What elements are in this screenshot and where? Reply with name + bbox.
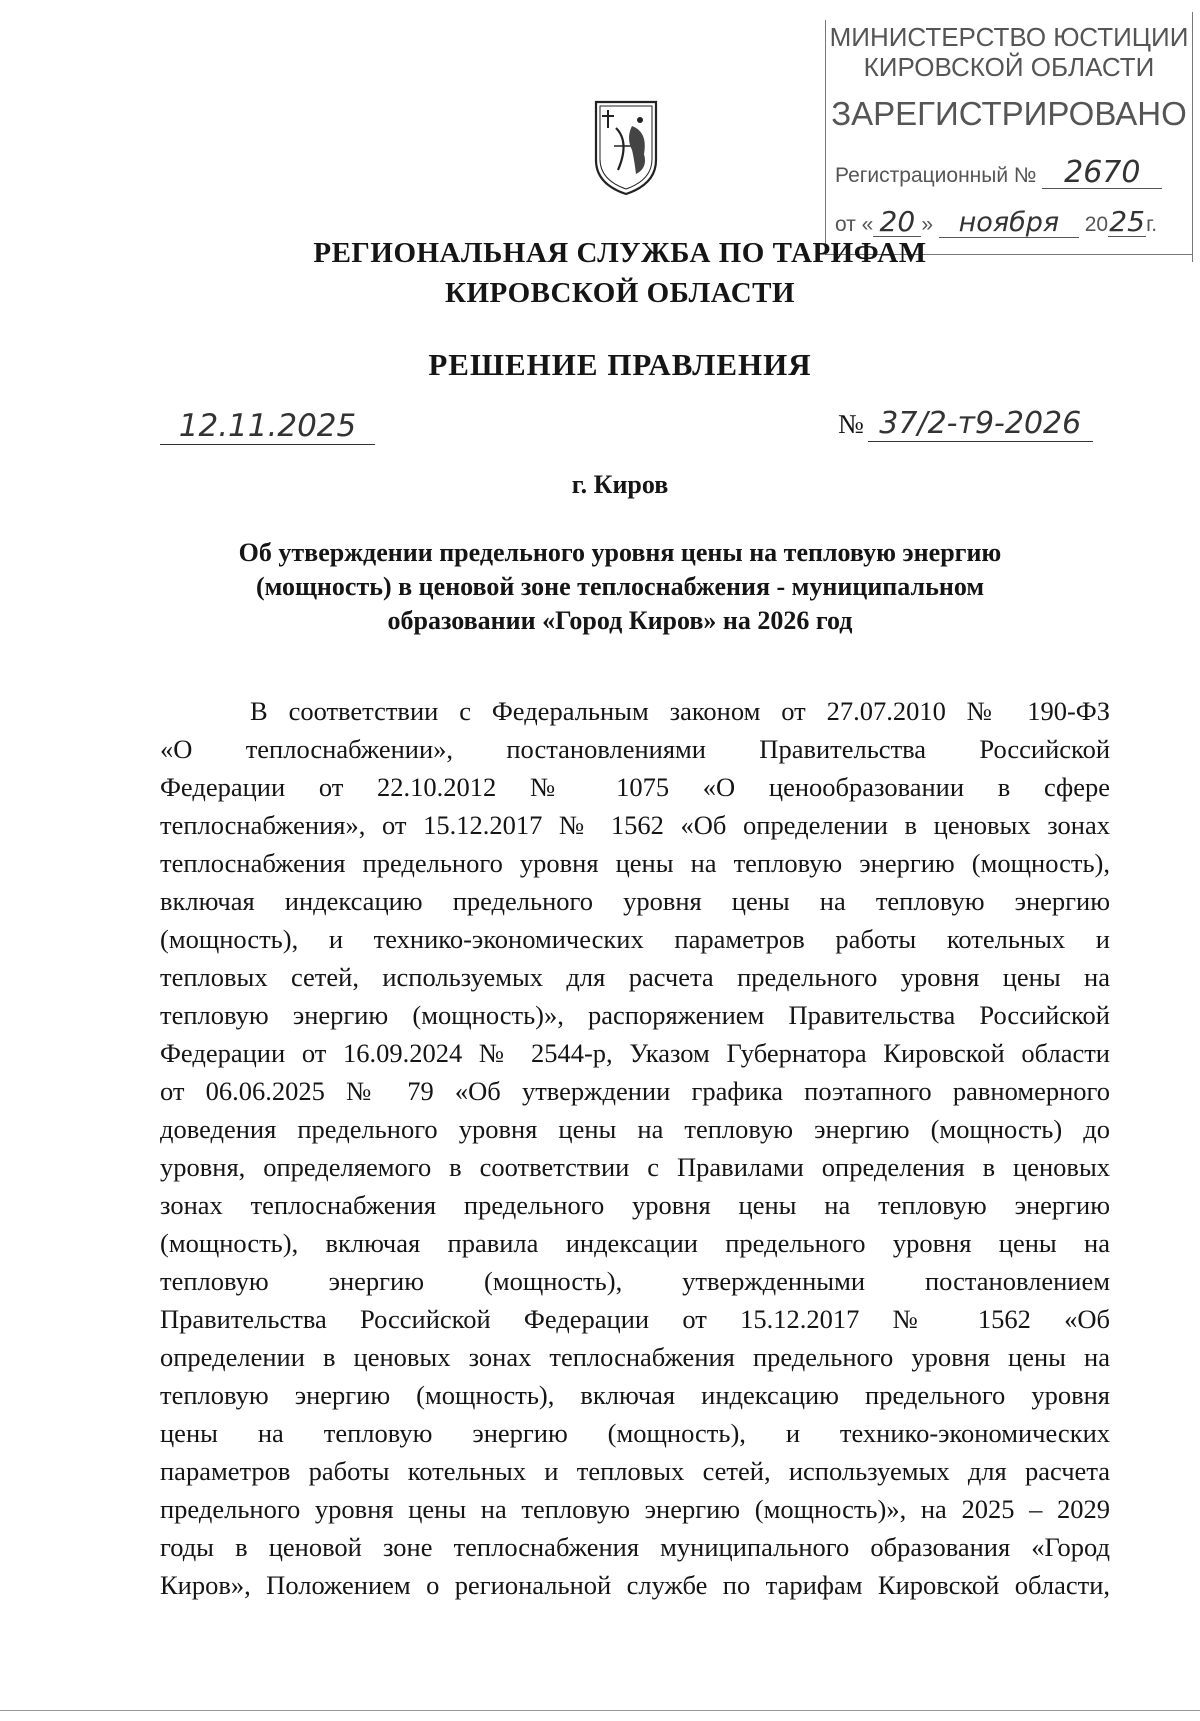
- body-text-line: годы в ценовой зоне теплоснабжения муниципального образования «Город: [160, 1532, 1110, 1562]
- body-text-line: тепловую энергию (мощность), утвержденными постановлением: [160, 1266, 1110, 1296]
- body-text-line: тепловую энергию (мощность), включая индексацию предельного уровня: [160, 1380, 1110, 1410]
- body-text-line: «О теплоснабжении», постановлениями Правительства Российской: [160, 734, 1110, 764]
- stamp-reg-number: 2670: [1042, 158, 1162, 189]
- decision-date: 12.11.2025: [178, 408, 357, 444]
- body-text-line: уровня, определяемого в соответствии с Правилами определения в ценовых: [160, 1152, 1110, 1182]
- stamp-date-prefix: от «: [835, 213, 874, 236]
- org-name-line2: КИРОВСКОЙ ОБЛАСТИ: [444, 277, 796, 309]
- body-text-line: тепловую энергию (мощность)», распоряжением Правительства Российской: [160, 1000, 1110, 1030]
- stamp-date-month: ноября: [939, 209, 1079, 238]
- body-text-line: В соответствии с Федеральным законом от 27.07.2010 № 190-ФЗ: [250, 696, 1110, 726]
- stamp-date-year-prefix: 20: [1084, 213, 1109, 236]
- body-text-line: Федерации от 22.10.2012 № 1075 «О ценообразовании в сфере: [160, 772, 1110, 802]
- document-title-line: Об утверждении предельного уровня цены на тепловую энергию: [238, 538, 1002, 567]
- registration-stamp: [825, 12, 1193, 257]
- doc-type: РЕШЕНИЕ ПРАВЛЕНИЯ: [428, 347, 812, 382]
- stamp-ministry: МИНИСТЕРСТВО ЮСТИЦИИ: [829, 22, 1189, 52]
- body-text-line: доведения предельного уровня цены на тепловую энергию (мощность) до: [160, 1114, 1110, 1144]
- body-text-line: определении в ценовых зонах теплоснабжения предельного уровня цены на: [160, 1342, 1110, 1372]
- page-edge-line: [0, 1710, 1200, 1711]
- decision-date-field: [160, 408, 375, 445]
- body-text-line: тепловых сетей, используемых для расчета предельного уровня цены на: [160, 962, 1110, 992]
- body-text-line: включая индексацию предельного уровня цены на тепловую энергию: [160, 886, 1110, 916]
- body-text-line: от 06.06.2025 № 79 «Об утверждении графика поэтапного равномерного: [160, 1076, 1110, 1106]
- body-text-line: зонах теплоснабжения предельного уровня цены на тепловую энергию: [160, 1190, 1110, 1220]
- stamp-date-suffix: г.: [1146, 213, 1158, 236]
- document-title-line: образовании «Город Киров» на 2026 год: [387, 606, 853, 635]
- body-text-line: цены на тепловую энергию (мощность), и технико-экономических: [160, 1418, 1110, 1448]
- stamp-date-year: 25: [1109, 205, 1145, 238]
- stamp-date-day: 20: [873, 208, 921, 237]
- city: г. Киров: [571, 470, 669, 499]
- body-text-line: теплоснабжения», от 15.12.2017 № 1562 «Об определении в ценовых зонах: [160, 810, 1110, 840]
- body-text-line: Правительства Российской Федерации от 15.12.2017 № 1562 «Об: [160, 1304, 1110, 1334]
- stamp-reg-row: [835, 155, 1162, 190]
- body-text-line: Федерации от 16.09.2024 № 2544-р, Указом Губернатора Кировской области: [160, 1038, 1110, 1068]
- body-text-line: теплоснабжения предельного уровня цены на тепловую энергию (мощность),: [160, 848, 1110, 878]
- stamp-date-mid: »: [921, 213, 934, 236]
- decision-number-field: [838, 406, 1093, 442]
- body-text-line: (мощность), и технико-экономических параметров работы котельных и: [160, 924, 1110, 954]
- body-text-line: предельного уровня цены на тепловую энергию (мощность)», на 2025 – 2029: [160, 1494, 1110, 1524]
- body-text-line: Киров», Положением о региональной службе по тарифам Кировской области,: [160, 1570, 1110, 1600]
- body-text-line: параметров работы котельных и тепловых сетей, используемых для расчета: [160, 1456, 1110, 1486]
- decision-number-label: №: [838, 409, 864, 439]
- stamp-status: ЗАРЕГИСТРИРОВАНО: [831, 95, 1187, 132]
- stamp-date-row: [835, 205, 1158, 238]
- stamp-region: КИРОВСКОЙ ОБЛАСТИ: [863, 52, 1155, 82]
- kirov-oblast-coat-of-arms-icon: [590, 98, 662, 198]
- document-title-line: (мощность) в ценовой зоне теплоснабжения - муниципальном: [255, 572, 985, 601]
- body-text-line: (мощность), включая правила индексации предельного уровня цены на: [160, 1228, 1110, 1258]
- stamp-reg-label: Регистрационный №: [835, 164, 1037, 187]
- decision-number: 37/2-т9-2026: [868, 406, 1093, 442]
- org-name-line1: РЕГИОНАЛЬНАЯ СЛУЖБА ПО ТАРИФАМ: [313, 237, 927, 269]
